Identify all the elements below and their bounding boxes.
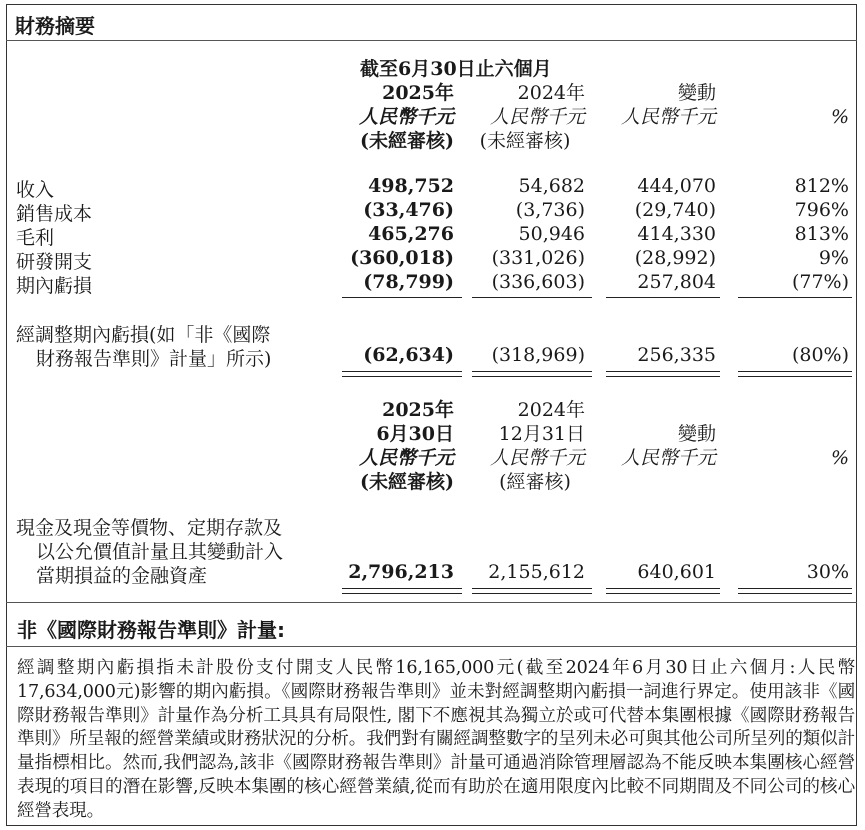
- t2-label-line2: 以公允價值計量且其變動計入: [36, 541, 284, 563]
- t2-col1-year: 2025年: [382, 399, 454, 421]
- nonifrs-divider: [6, 646, 857, 647]
- revenue-2024: 54,682: [518, 175, 585, 197]
- gross-profit-2024: 50,946: [518, 223, 585, 245]
- t2-col2-unit: 人民幣千元: [489, 447, 585, 469]
- nonifrs-title: 非《國際財務報告準則》計量:: [17, 618, 285, 642]
- t2-value-2025: 2,796,213: [348, 561, 454, 583]
- rd-expenses-2024: (331,026): [491, 247, 585, 269]
- t2-double-rule-change: [606, 588, 720, 594]
- t2-col1-date: 6月30日: [376, 423, 454, 445]
- revenue-2025: 498,752: [368, 175, 454, 197]
- t2-col2-note: (經審核): [499, 471, 571, 493]
- loss-pct: (77%): [791, 271, 849, 293]
- t2-col2-date: 12月31日: [498, 423, 585, 445]
- cost-of-sales-2024: (3,736): [515, 199, 585, 221]
- row-label-revenue: 收入: [16, 179, 55, 201]
- t2-double-rule-1: [342, 588, 462, 594]
- adjusted-2025: (62,634): [363, 344, 454, 366]
- double-rule-change: [606, 371, 720, 377]
- adjusted-pct: (80%): [791, 344, 849, 366]
- title-divider: [6, 40, 857, 41]
- t2-double-rule-2: [472, 588, 592, 594]
- revenue-pct: 812%: [794, 175, 849, 197]
- col-pct: %: [830, 106, 849, 128]
- double-rule-pct: [738, 371, 852, 377]
- rule-pct: [738, 297, 852, 298]
- row-label-gross-profit: 毛利: [16, 227, 55, 249]
- rd-expenses-change: (28,992): [634, 247, 716, 269]
- adjusted-label-line1: 經調整期內虧損(如「非《國際: [16, 324, 271, 346]
- period-header: 截至6月30日止六個月: [360, 58, 552, 80]
- loss-change: 257,804: [637, 271, 716, 293]
- col-2025-unit: 人民幣千元: [358, 106, 454, 128]
- col-change-unit: 人民幣千元: [620, 106, 716, 128]
- t2-value-pct: 30%: [806, 561, 849, 583]
- t2-change-title: 變動: [677, 423, 716, 445]
- revenue-change: 444,070: [637, 175, 716, 197]
- loss-2024: (336,603): [491, 271, 585, 293]
- row-label-loss-for-period: 期內虧損: [16, 275, 93, 297]
- t2-label-line1: 現金及現金等價物、定期存款及: [16, 517, 283, 539]
- rd-expenses-2025: (360,018): [350, 247, 454, 269]
- col-2025-note: (未經審核): [360, 130, 454, 152]
- adjusted-2024: (318,969): [491, 344, 585, 366]
- loss-2025: (78,799): [363, 271, 454, 293]
- t2-col1-unit: 人民幣千元: [358, 447, 454, 469]
- col-2024-year: 2024年: [517, 82, 585, 104]
- cost-of-sales-change: (29,740): [634, 199, 716, 221]
- t2-value-2024: 2,155,612: [488, 561, 585, 583]
- t2-col2-year: 2024年: [517, 399, 585, 421]
- col-2024-unit: 人民幣千元: [489, 106, 585, 128]
- t2-value-change: 640,601: [637, 561, 716, 583]
- col-2025-year: 2025年: [382, 82, 454, 104]
- row-label-cost-of-sales: 銷售成本: [16, 203, 93, 225]
- t2-label-line3: 當期損益的金融資產: [36, 565, 208, 587]
- col-2024-note: (未經審核): [479, 130, 571, 152]
- adjusted-label-line2: 財務報告準則》計量」所示): [36, 348, 272, 370]
- row-label-rd-expenses: 研發開支: [16, 251, 93, 273]
- gross-profit-2025: 465,276: [368, 223, 454, 245]
- double-rule-2024: [472, 371, 592, 377]
- cost-of-sales-pct: 796%: [794, 199, 849, 221]
- double-rule-2025: [342, 371, 462, 377]
- rule-2024: [472, 297, 592, 298]
- col-change-title: 變動: [677, 82, 716, 104]
- t2-col1-note: (未經審核): [360, 471, 454, 493]
- rule-2025: [342, 297, 462, 298]
- t2-change-unit: 人民幣千元: [620, 447, 716, 469]
- adjusted-change: 256,335: [637, 344, 716, 366]
- rd-expenses-pct: 9%: [818, 247, 849, 269]
- gross-profit-pct: 813%: [794, 223, 849, 245]
- t2-double-rule-pct: [738, 588, 852, 594]
- nonifrs-paragraph: 經調整期內虧損指未計股份支付開支人民幣16,165,000元(截至2024年6月30日止六個月:人民幣17,634,000元)影響的期內虧損。《國際財務報告準則》並未對經調整期內虧損一詞進行界定。使用該非《國際財務報告準則》計量作為分析工具具有局限性, 閣下不應視其為獨立於或可代替本集團根據《國際財務報告準則》所呈報的經營業績或財務狀況的分析。我們對有關經調整數字的呈列未必可與其他公司所呈列的類似計量指標相比。然而,我們認為,該非《國際財務報告準則》計量可通過消除管理層認為不能反映本集團核心經營表現的項目的潛在影響,反映本集團的核心經營業績,從而有助於在適用限度內比較不同期間及不同公司的核心經營表現。: [17, 658, 855, 821]
- cost-of-sales-2025: (33,476): [363, 199, 454, 221]
- section-divider: [6, 602, 857, 603]
- rule-change: [606, 297, 720, 298]
- t2-pct: %: [830, 447, 849, 469]
- page-title: 財務摘要: [15, 14, 95, 38]
- gross-profit-change: 414,330: [637, 223, 716, 245]
